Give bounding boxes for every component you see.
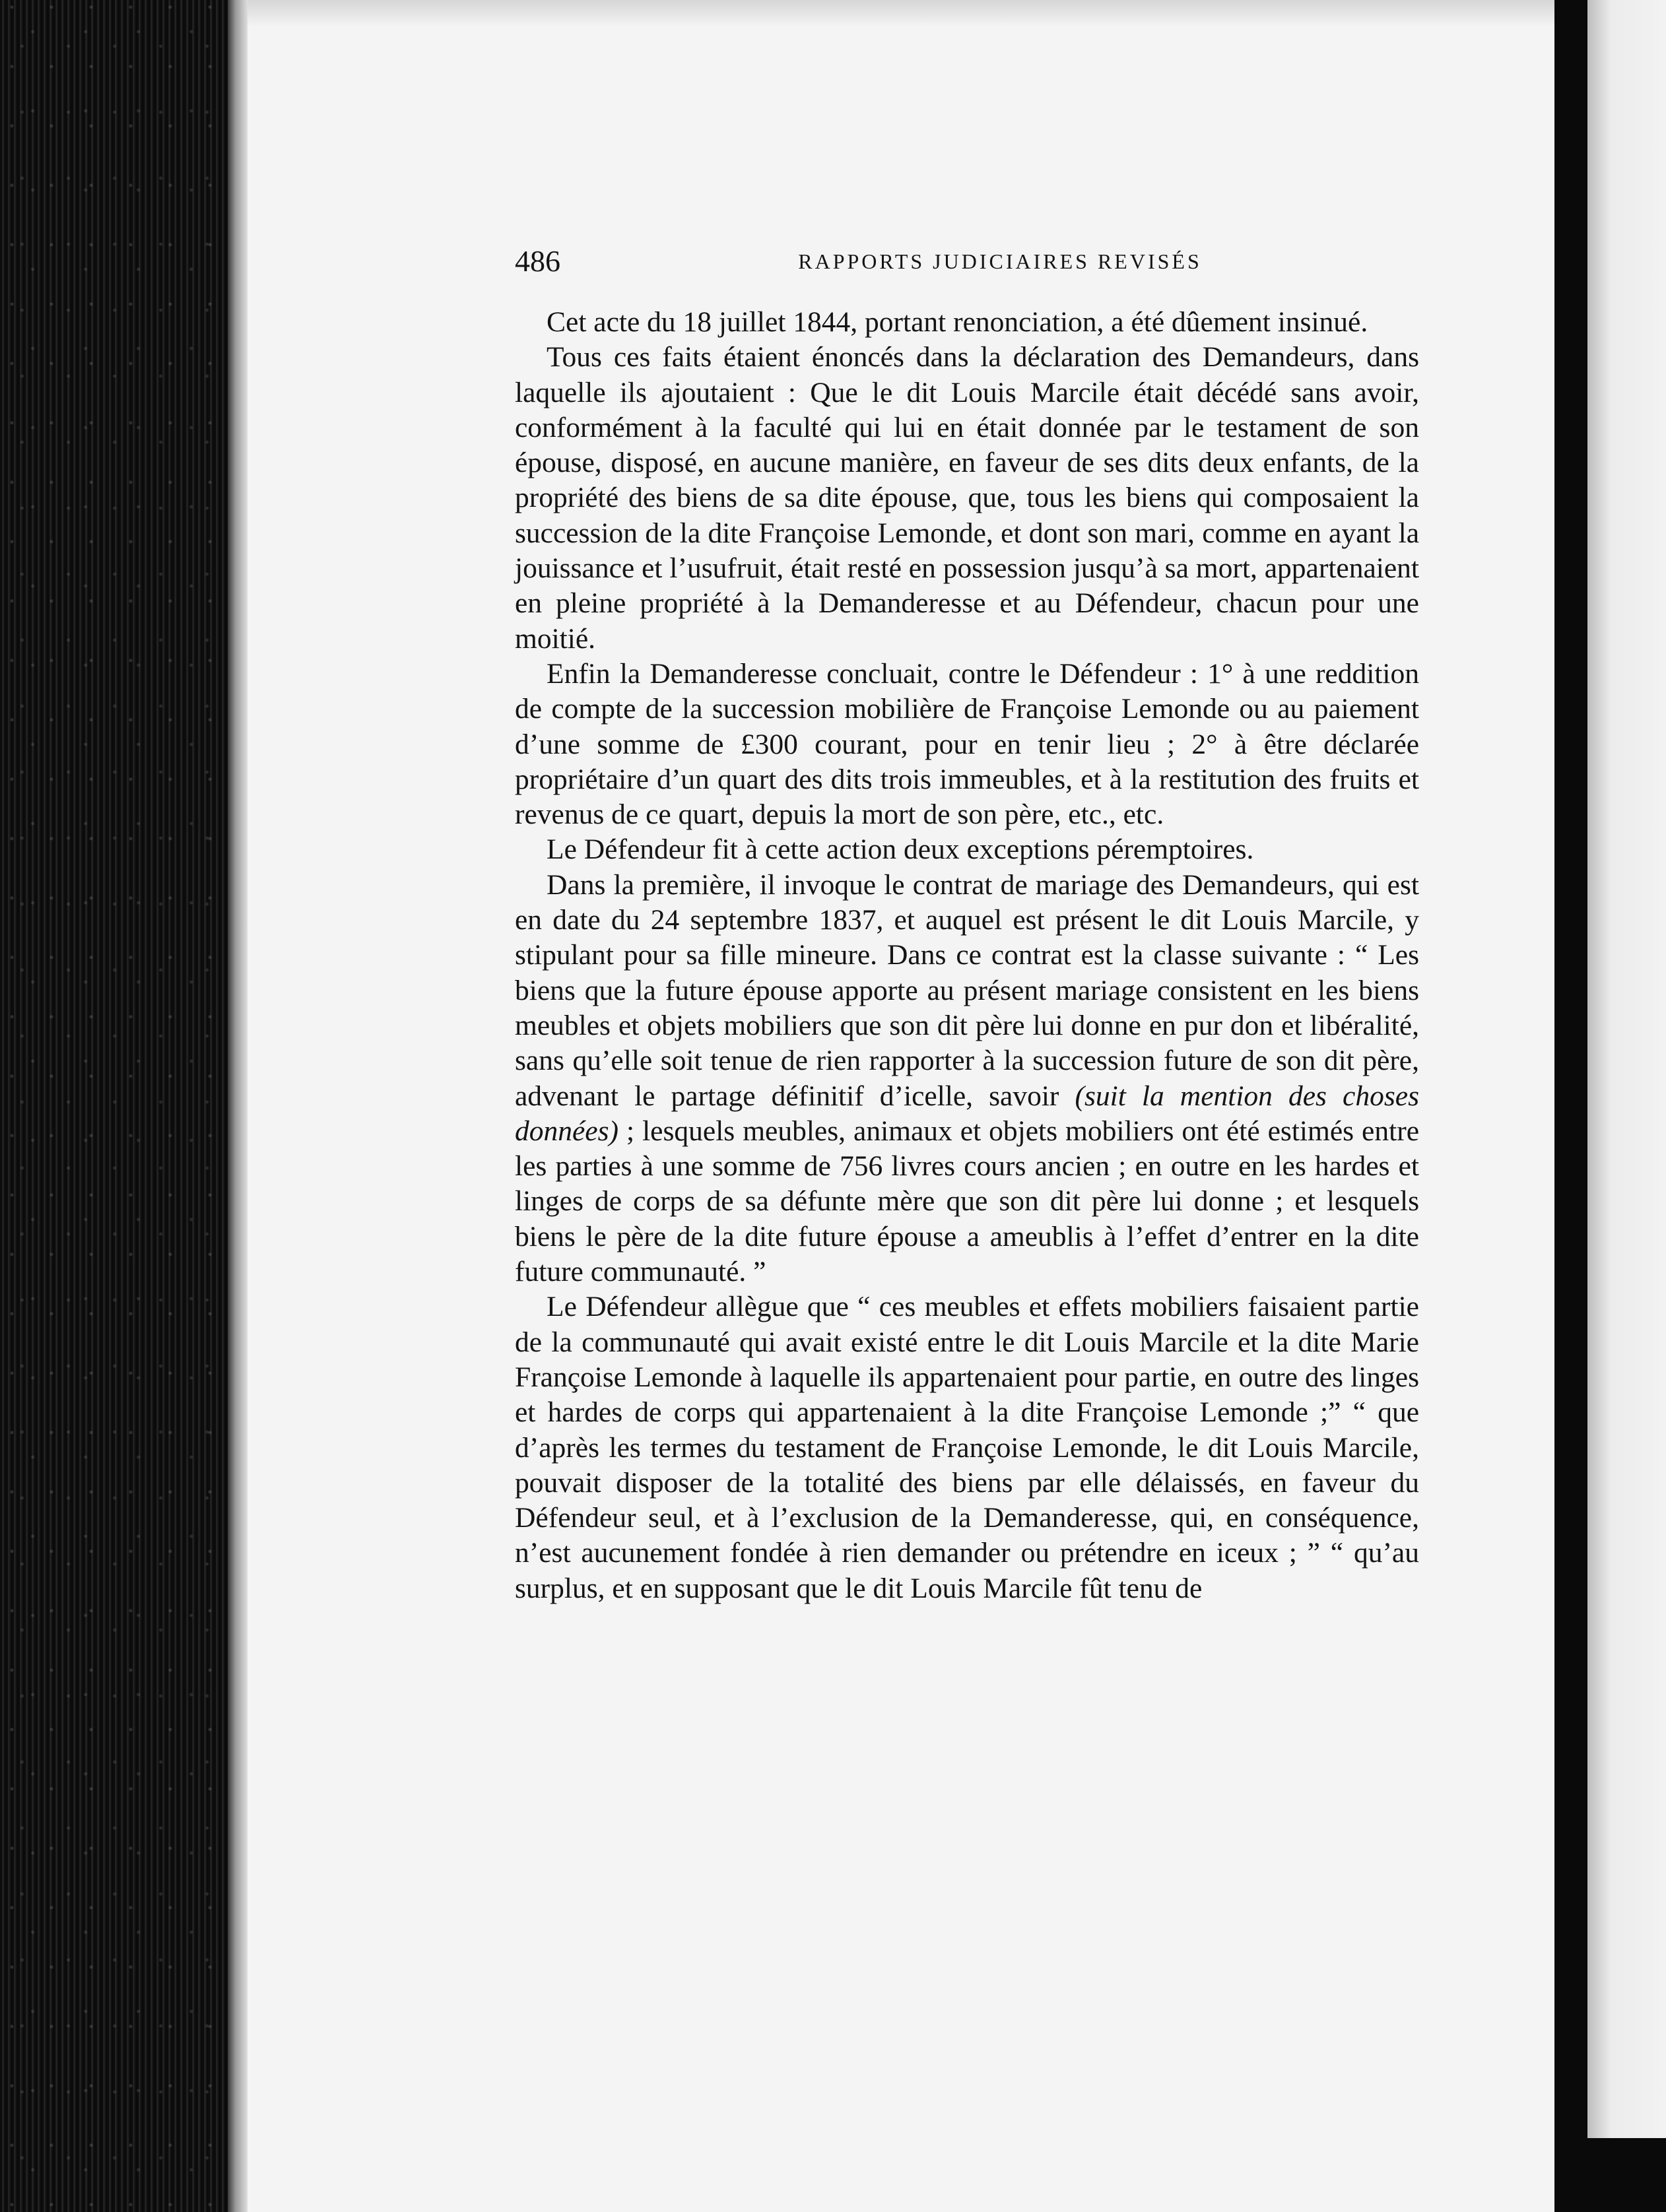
paragraph: Tous ces faits étaient énoncés dans la déclaration des Demandeurs, dans laquelle ils ajoutaient : Que le dit Louis Marcile était décédé sans avoir, conformément à la faculté qui lui en était donnée par le testament de son épouse, disposé, en aucune manière, en faveur de ses dits deux enfants, de la propriété des biens de sa dite épouse, que, tous les biens qui composaient la succession de la dite Françoise Lemonde, et dont son mari, comme en ayant la jouissance et l’usufruit, était resté en possession jusqu’à sa mort, appartenaient en pleine propriété à la Demanderesse et au Défendeur, chacun pour une moitié. bbox=[515, 341, 1419, 655]
book-gutter bbox=[228, 0, 248, 2212]
page-number: 486 bbox=[515, 244, 560, 278]
paragraph: Le Défendeur allègue que “ ces meubles et effets mobiliers faisaient partie de la communauté qui avait existé entre le dit Louis Marcile et la dite Marie Françoise Lemonde à laquelle ils appartenaient pour partie, en outre des linges et hardes de corps qui appartenaient à la dite Françoise Lemonde ;” “ que d’après les termes du testament de Françoise Lemonde, le dit Louis Marcile, pouvait disposer de la totalité des biens par elle délaissés, en faveur du Défendeur seul, et à l’exclusion de la Demanderesse, qui, en conséquence, n’est aucunement fondée à rien demander ou prétendre en iceux ; ” “ qu’au surplus, et en supposant que le dit Louis Marcile fût tenu de bbox=[515, 1291, 1419, 1604]
paragraph-text: ; lesquels meubles, animaux et objets mobiliers ont été estimés entre les parties à une somme de 756 livres cours ancien ; en outre en les hardes et linges de corps de sa défunte mère que son dit père lui donne ; et lesquels biens le père de la dite future épouse a ameublis à l’effet d’entrer en la dite future communauté. ” bbox=[515, 1115, 1419, 1288]
right-corner-shadow bbox=[1587, 2138, 1666, 2212]
paragraph: Le Défendeur fit à cette action deux exceptions péremptoires. bbox=[547, 833, 1254, 866]
page-shadow bbox=[248, 0, 1554, 26]
page-body bbox=[515, 305, 1419, 1606]
book-page-edges bbox=[0, 0, 228, 2212]
running-title: RAPPORTS JUDICIAIRES REVISÉS bbox=[798, 249, 1202, 273]
paragraph: Cet acte du 18 juillet 1844, portant renonciation, a été dûement insinué. bbox=[547, 306, 1368, 338]
paragraph: Enfin la Demanderesse concluait, contre le Défendeur : 1° à une reddition de compte de la succession mobilière de Françoise Lemonde ou au paiement d’une somme de £300 courant, pour en tenir lieu ; 2° à être déclarée propriétaire d’un quart des dits trois immeubles, et à la restitution des fruits et revenus de ce quart, depuis la mort de son père, etc., etc. bbox=[515, 657, 1419, 831]
right-gutter bbox=[1554, 0, 1587, 2212]
italic-citation: (suit la mention des choses données) bbox=[515, 1080, 1419, 1147]
page-header bbox=[515, 242, 1419, 281]
paragraph bbox=[515, 868, 1419, 1290]
next-page-edge bbox=[1587, 0, 1666, 2212]
paragraph-text: Dans la première, il invoque le contrat de mariage des Demandeurs, qui est en date du 24 septembre 1837, et auquel est présent le dit Louis Marcile, y stipulant pour sa fille mineure. Dans ce contrat est la classe suivante : “ Les biens que la future épouse apporte au présent mariage consistent en les biens meubles et objets mobiliers que son dit père lui donne en pur don et libéralité, sans qu’elle soit tenue de rien rapporter à la succession future de son dit père, advenant le partage définitif d’icelle, savoir bbox=[515, 868, 1419, 1112]
